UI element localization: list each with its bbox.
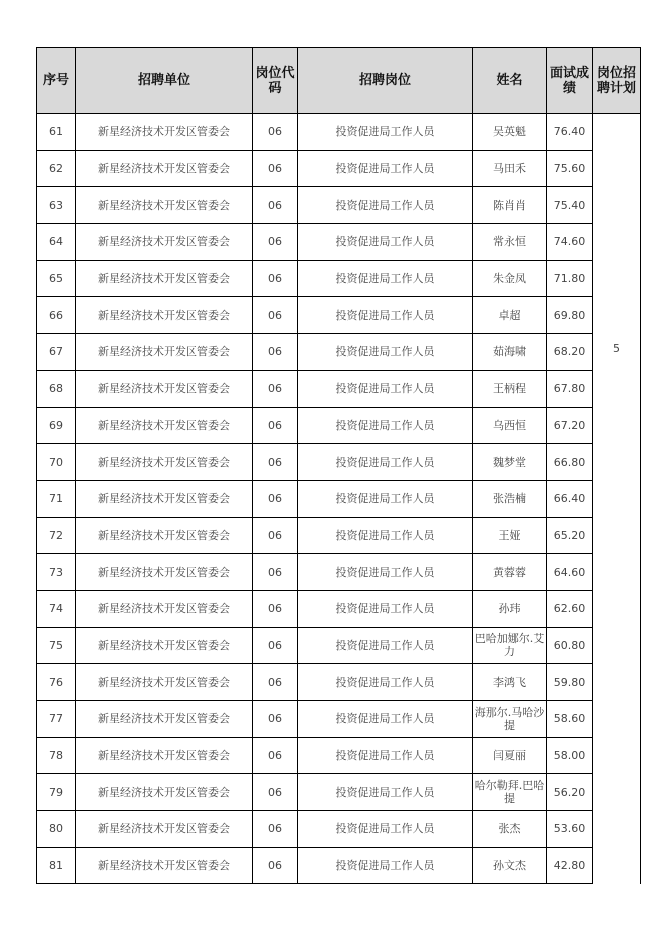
header-name: 姓名: [473, 48, 547, 114]
cell-code: 06: [253, 847, 298, 884]
table-row: [37, 224, 641, 261]
cell-score: 75.40: [547, 187, 593, 224]
cell-name: 茹海啸: [473, 334, 547, 371]
cell-code: 06: [253, 774, 298, 811]
cell-code: 06: [253, 701, 298, 738]
cell-score: 74.60: [547, 224, 593, 261]
cell-position: 投资促进局工作人员: [298, 187, 473, 224]
header-position: 招聘岗位: [298, 48, 473, 114]
header-row: [37, 48, 641, 114]
cell-position: 投资促进局工作人员: [298, 774, 473, 811]
cell-code: 06: [253, 554, 298, 591]
cell-name: 孙文杰: [473, 847, 547, 884]
cell-code: 06: [253, 627, 298, 664]
cell-unit: 新星经济技术开发区管委会: [76, 187, 253, 224]
cell-unit: 新星经济技术开发区管委会: [76, 811, 253, 848]
cell-name: 马田禾: [473, 150, 547, 187]
cell-position: 投资促进局工作人员: [298, 554, 473, 591]
table-row: [37, 444, 641, 481]
cell-code: 06: [253, 811, 298, 848]
header-seq: 序号: [37, 48, 76, 114]
cell-unit: 新星经济技术开发区管委会: [76, 150, 253, 187]
cell-code: 06: [253, 517, 298, 554]
cell-plan: 5: [593, 114, 641, 884]
cell-seq: 70: [37, 444, 76, 481]
cell-seq: 61: [37, 114, 76, 151]
cell-unit: 新星经济技术开发区管委会: [76, 260, 253, 297]
cell-unit: 新星经济技术开发区管委会: [76, 297, 253, 334]
cell-position: 投资促进局工作人员: [298, 334, 473, 371]
cell-score: 53.60: [547, 811, 593, 848]
header-unit: 招聘单位: [76, 48, 253, 114]
table-row: [37, 114, 641, 151]
cell-unit: 新星经济技术开发区管委会: [76, 627, 253, 664]
cell-code: 06: [253, 260, 298, 297]
table-row: [37, 297, 641, 334]
cell-name: 常永恒: [473, 224, 547, 261]
cell-seq: 76: [37, 664, 76, 701]
cell-position: 投资促进局工作人员: [298, 664, 473, 701]
cell-code: 06: [253, 187, 298, 224]
cell-score: 58.60: [547, 701, 593, 738]
cell-position: 投资促进局工作人员: [298, 370, 473, 407]
table-row: [37, 774, 641, 811]
cell-score: 67.80: [547, 370, 593, 407]
cell-score: 58.00: [547, 737, 593, 774]
cell-score: 75.60: [547, 150, 593, 187]
cell-seq: 72: [37, 517, 76, 554]
cell-position: 投资促进局工作人员: [298, 590, 473, 627]
table-row: [37, 260, 641, 297]
table-row: [37, 517, 641, 554]
cell-name: 巴哈加娜尔.艾力: [473, 627, 547, 664]
cell-score: 68.20: [547, 334, 593, 371]
table-row: [37, 370, 641, 407]
cell-seq: 63: [37, 187, 76, 224]
cell-code: 06: [253, 590, 298, 627]
cell-score: 76.40: [547, 114, 593, 151]
cell-score: 60.80: [547, 627, 593, 664]
cell-code: 06: [253, 334, 298, 371]
cell-seq: 67: [37, 334, 76, 371]
cell-position: 投资促进局工作人员: [298, 407, 473, 444]
cell-score: 71.80: [547, 260, 593, 297]
cell-unit: 新星经济技术开发区管委会: [76, 444, 253, 481]
cell-unit: 新星经济技术开发区管委会: [76, 480, 253, 517]
cell-position: 投资促进局工作人员: [298, 811, 473, 848]
cell-name: 哈尔勒拜.巴哈提: [473, 774, 547, 811]
cell-seq: 75: [37, 627, 76, 664]
cell-name: 卓超: [473, 297, 547, 334]
cell-seq: 68: [37, 370, 76, 407]
cell-unit: 新星经济技术开发区管委会: [76, 517, 253, 554]
cell-code: 06: [253, 664, 298, 701]
results-table: [36, 47, 641, 884]
table-row: [37, 480, 641, 517]
cell-seq: 64: [37, 224, 76, 261]
cell-name: 张杰: [473, 811, 547, 848]
cell-code: 06: [253, 737, 298, 774]
cell-score: 62.60: [547, 590, 593, 627]
cell-position: 投资促进局工作人员: [298, 114, 473, 151]
cell-position: 投资促进局工作人员: [298, 517, 473, 554]
cell-score: 69.80: [547, 297, 593, 334]
cell-unit: 新星经济技术开发区管委会: [76, 847, 253, 884]
table-row: [37, 407, 641, 444]
cell-score: 56.20: [547, 774, 593, 811]
cell-name: 黄蓉蓉: [473, 554, 547, 591]
cell-unit: 新星经济技术开发区管委会: [76, 737, 253, 774]
cell-code: 06: [253, 114, 298, 151]
header-plan: 岗位招聘计划: [593, 48, 641, 114]
table-header: [37, 48, 641, 114]
cell-seq: 65: [37, 260, 76, 297]
cell-code: 06: [253, 224, 298, 261]
cell-seq: 73: [37, 554, 76, 591]
cell-unit: 新星经济技术开发区管委会: [76, 701, 253, 738]
cell-position: 投资促进局工作人员: [298, 480, 473, 517]
cell-unit: 新星经济技术开发区管委会: [76, 114, 253, 151]
cell-unit: 新星经济技术开发区管委会: [76, 774, 253, 811]
cell-unit: 新星经济技术开发区管委会: [76, 334, 253, 371]
cell-score: 64.60: [547, 554, 593, 591]
cell-seq: 81: [37, 847, 76, 884]
cell-name: 李鸿飞: [473, 664, 547, 701]
cell-position: 投资促进局工作人员: [298, 297, 473, 334]
table-row: [37, 554, 641, 591]
table-row: [37, 187, 641, 224]
table-row: [37, 590, 641, 627]
table-row: [37, 847, 641, 884]
header-code: 岗位代码: [253, 48, 298, 114]
cell-score: 42.80: [547, 847, 593, 884]
table-row: [37, 701, 641, 738]
table-row: [37, 737, 641, 774]
cell-name: 魏梦堂: [473, 444, 547, 481]
table-body: [37, 114, 641, 884]
cell-code: 06: [253, 370, 298, 407]
table-row: [37, 150, 641, 187]
cell-seq: 62: [37, 150, 76, 187]
cell-seq: 79: [37, 774, 76, 811]
cell-seq: 80: [37, 811, 76, 848]
cell-seq: 77: [37, 701, 76, 738]
cell-seq: 69: [37, 407, 76, 444]
cell-code: 06: [253, 480, 298, 517]
cell-seq: 66: [37, 297, 76, 334]
cell-unit: 新星经济技术开发区管委会: [76, 590, 253, 627]
cell-code: 06: [253, 297, 298, 334]
cell-position: 投资促进局工作人员: [298, 260, 473, 297]
header-score: 面试成绩: [547, 48, 593, 114]
cell-position: 投资促进局工作人员: [298, 224, 473, 261]
table-row: [37, 334, 641, 371]
cell-score: 66.80: [547, 444, 593, 481]
cell-name: 乌西恒: [473, 407, 547, 444]
cell-code: 06: [253, 407, 298, 444]
table-row: [37, 627, 641, 664]
cell-unit: 新星经济技术开发区管委会: [76, 664, 253, 701]
cell-name: 张浩楠: [473, 480, 547, 517]
cell-name: 陈肖肖: [473, 187, 547, 224]
cell-position: 投资促进局工作人员: [298, 150, 473, 187]
cell-score: 59.80: [547, 664, 593, 701]
cell-name: 吴英魁: [473, 114, 547, 151]
cell-name: 王娅: [473, 517, 547, 554]
cell-seq: 78: [37, 737, 76, 774]
cell-unit: 新星经济技术开发区管委会: [76, 407, 253, 444]
cell-score: 66.40: [547, 480, 593, 517]
cell-unit: 新星经济技术开发区管委会: [76, 554, 253, 591]
cell-score: 65.20: [547, 517, 593, 554]
table-row: [37, 811, 641, 848]
cell-unit: 新星经济技术开发区管委会: [76, 370, 253, 407]
cell-code: 06: [253, 444, 298, 481]
cell-score: 67.20: [547, 407, 593, 444]
table-row: [37, 664, 641, 701]
cell-name: 朱金凤: [473, 260, 547, 297]
cell-unit: 新星经济技术开发区管委会: [76, 224, 253, 261]
cell-position: 投资促进局工作人员: [298, 701, 473, 738]
cell-position: 投资促进局工作人员: [298, 444, 473, 481]
cell-name: 海那尔.马哈沙提: [473, 701, 547, 738]
cell-code: 06: [253, 150, 298, 187]
cell-name: 王柄程: [473, 370, 547, 407]
cell-position: 投资促进局工作人员: [298, 627, 473, 664]
cell-name: 闫夏丽: [473, 737, 547, 774]
cell-position: 投资促进局工作人员: [298, 737, 473, 774]
cell-seq: 71: [37, 480, 76, 517]
cell-seq: 74: [37, 590, 76, 627]
cell-position: 投资促进局工作人员: [298, 847, 473, 884]
cell-name: 孙玮: [473, 590, 547, 627]
